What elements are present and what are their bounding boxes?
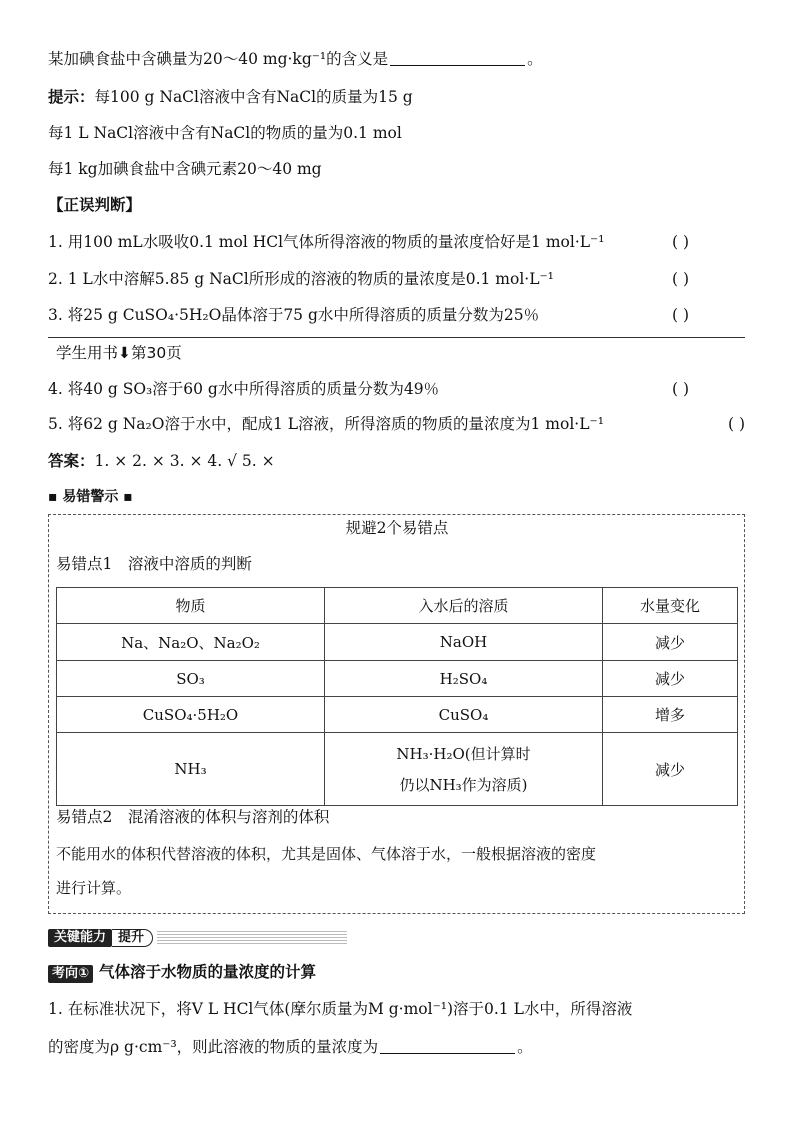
direction-title: 气体溶于水物质的量浓度的计算 <box>99 963 317 981</box>
direction-tag: 考向① <box>48 965 93 983</box>
direction-heading <box>48 961 316 983</box>
table-row <box>57 697 738 733</box>
table-cell: 增多 <box>603 697 738 733</box>
error-point-1: 易错点1 溶液中溶质的判断 <box>56 555 252 573</box>
table-cell: 减少 <box>603 624 738 661</box>
key-ability-banner <box>48 929 347 947</box>
final-question-text: 的密度为ρ g·cm⁻³，则此溶液的物质的量浓度为 <box>48 1038 379 1056</box>
table-row <box>57 624 738 661</box>
error-point-2: 易错点2 混淆溶液的体积与溶剂的体积 <box>56 808 330 826</box>
banner-stripes <box>157 931 347 945</box>
error-point-2-text: 不能用水的体积代替溶液的体积，尤其是固体、气体溶于水，一般根据溶液的密度 <box>56 845 597 863</box>
hint-a: 每100 g NaCl溶液中含有NaCl的质量为15 g <box>94 88 413 106</box>
hint-c: 每1 kg加碘食盐中含碘元素20～40 mg <box>48 160 322 178</box>
q2-paren: ( ) <box>671 270 689 288</box>
q1-paren: ( ) <box>671 233 689 251</box>
answer-text: 1. × 2. × 3. × 4. √ 5. × <box>94 452 275 470</box>
q2-line <box>48 268 745 290</box>
table-cell: CuSO₄·5H₂O <box>57 697 325 733</box>
period: 。 <box>527 50 543 68</box>
cell-line: 仍以NH₃作为溶质) <box>399 776 528 794</box>
period: 。 <box>517 1038 533 1056</box>
q5-text: 5. 将62 g Na₂O溶于水中，配成1 L溶液，所得溶质的物质的量浓度为1 mol·L⁻¹ <box>48 415 604 433</box>
divider <box>48 337 745 338</box>
q2-text: 2. 1 L水中溶解5.85 g NaCl所形成的溶液的物质的量浓度是0.1 mol·L⁻¹ <box>48 270 554 288</box>
answer-blank <box>390 49 525 66</box>
table-cell: 减少 <box>603 661 738 697</box>
warning-title: ▪ 易错警示 ▪ <box>48 489 133 505</box>
answer-line <box>48 450 275 472</box>
table-row <box>57 733 738 806</box>
box-title: 规避2个易错点 <box>345 519 449 537</box>
table-header: 入水后的溶质 <box>325 588 603 624</box>
table-cell: H₂SO₄ <box>325 661 603 697</box>
table-cell: NaOH <box>325 624 603 661</box>
judge-title: 【正误判断】 <box>48 196 142 214</box>
table-header: 物质 <box>57 588 325 624</box>
q3-text: 3. 将25 g CuSO₄·5H₂O晶体溶于75 g水中所得溶质的质量分数为25％ <box>48 306 540 324</box>
table-cell: 减少 <box>603 733 738 806</box>
q1-text: 1. 用100 mL水吸收0.1 mol HCl气体所得溶液的物质的量浓度恰好是1 mol·L⁻¹ <box>48 233 605 251</box>
table-row <box>57 661 738 697</box>
question-text: 某加碘食盐中含碘量为20～40 mg·kg⁻¹的含义是 <box>48 50 389 68</box>
hint-b: 每1 L NaCl溶液中含有NaCl的物质的量为0.1 mol <box>48 124 402 142</box>
q3-paren: ( ) <box>671 306 689 324</box>
error-point-2-text-cont: 进行计算。 <box>56 879 132 897</box>
q4-paren: ( ) <box>671 380 689 398</box>
q4-line <box>48 378 745 400</box>
hint-line <box>48 86 413 108</box>
hint-label: 提示： <box>48 88 95 106</box>
table-cell: CuSO₄ <box>325 697 603 733</box>
answer-blank <box>380 1037 515 1054</box>
solute-table <box>56 587 738 806</box>
table-cell: NH₃ <box>57 733 325 806</box>
final-question-line1: 1. 在标准状况下，将V L HCl气体(摩尔质量为M g·mol⁻¹)溶于0.1 L水中，所得溶液 <box>48 1000 633 1018</box>
q4-text: 4. 将40 g SO₃溶于60 g水中所得溶质的质量分数为49％ <box>48 380 440 398</box>
banner-tag: 关键能力 <box>48 929 112 947</box>
question-line <box>48 48 543 70</box>
banner-tag-sub: 提升 <box>112 929 153 947</box>
table-cell: Na、Na₂O、Na₂O₂ <box>57 624 325 661</box>
student-book-label: 学生用书⬇第30页 <box>56 344 182 362</box>
q5-line <box>48 413 745 435</box>
q3-line <box>48 304 745 326</box>
answer-label: 答案： <box>48 452 95 470</box>
q5-paren: ( ) <box>727 415 745 433</box>
cell-line: NH₃·H₂O(但计算时 <box>396 745 531 763</box>
table-header: 水量变化 <box>603 588 738 624</box>
table-cell: SO₃ <box>57 661 325 697</box>
final-question-line2 <box>48 1036 533 1058</box>
q1-line <box>48 231 745 253</box>
table-cell <box>325 733 603 806</box>
